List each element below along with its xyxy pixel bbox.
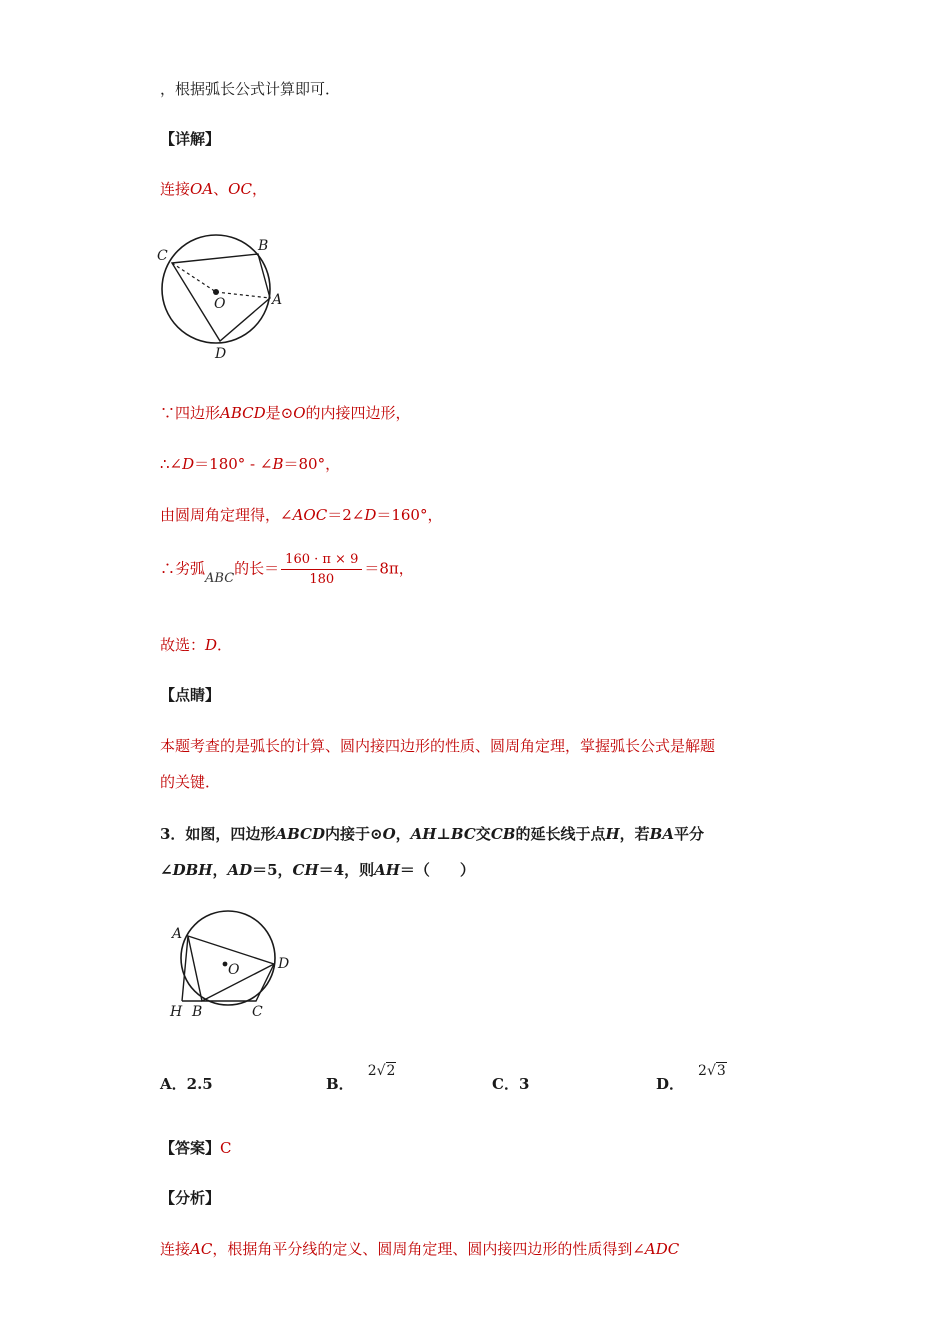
q2-ah: AH — [374, 861, 400, 879]
option-d-value: 2√3 — [698, 1063, 726, 1079]
option-b — [326, 1063, 396, 1094]
text-line-connect — [160, 178, 267, 199]
q-b: 内接于⊙ — [325, 825, 383, 843]
s4-c: ＝8π， — [364, 559, 414, 578]
option-d-coef: 2 — [698, 1063, 707, 1079]
fig1-label-c: C — [157, 248, 168, 264]
figure-inscribed-quad — [160, 906, 305, 1021]
choose-a: 故选： — [160, 636, 206, 654]
text-line-s1 — [160, 402, 411, 423]
detail-heading — [160, 128, 220, 149]
comment-heading — [160, 684, 220, 705]
analysis-line — [160, 1238, 679, 1259]
s1-prefix: ∵四边形 — [160, 404, 221, 422]
option-b-coef: 2 — [367, 1063, 377, 1079]
q-c: ， — [395, 825, 411, 843]
var-abcd: ABCD — [220, 404, 266, 422]
option-b-label: B． — [326, 1075, 354, 1093]
q2-ch: CH — [292, 861, 319, 879]
q2-b: ， — [212, 861, 228, 879]
var-oa: OA — [190, 180, 214, 198]
question-line-2 — [160, 859, 475, 880]
q-g: 平分 — [673, 825, 704, 843]
arc-label: ABC — [205, 570, 235, 586]
s2-a: ∴∠ — [160, 455, 183, 473]
text-line-s4 — [160, 552, 414, 587]
fig1-label-o: O — [214, 296, 226, 312]
q2-a: ∠ — [160, 861, 173, 879]
s4-b: 的长＝ — [234, 559, 280, 578]
fraction-denominator: 180 — [309, 572, 335, 587]
q-e: 的延长线于点 — [515, 825, 606, 843]
fraction — [281, 552, 362, 587]
fig1-label-d: D — [215, 346, 227, 362]
q2-d: ＝4，则 — [318, 861, 375, 879]
q2-c: ＝5， — [252, 861, 293, 879]
q2-e: ＝（ ） — [399, 861, 475, 879]
comment-1: 本题考查的是弧长的计算、圆内接四边形的性质、圆周角定理，掌握弧长公式是解题 — [160, 737, 716, 755]
comment-line-2 — [160, 771, 220, 792]
fig2-label-h: H — [170, 1004, 183, 1020]
q-ba: BA — [649, 825, 674, 843]
fig2-label-a: A — [172, 926, 183, 942]
option-d-radicand: 3 — [716, 1063, 726, 1079]
var-oc: OC — [228, 180, 252, 198]
option-a — [160, 1073, 213, 1094]
fig2-label-c: C — [252, 1004, 263, 1020]
q2-dbh: DBH — [172, 861, 213, 879]
answer-value: C — [220, 1139, 232, 1157]
comment-line-1 — [160, 735, 715, 756]
fig2-label-d: D — [278, 956, 290, 972]
comment-tag: 【点睛】 — [160, 686, 221, 704]
q-f: ，若 — [619, 825, 650, 843]
text-line-choose — [160, 634, 232, 655]
fig2-label-o: O — [228, 962, 240, 978]
var-aoc: AOC — [292, 506, 328, 524]
q-h: H — [605, 825, 620, 843]
option-b-radicand: 2 — [386, 1063, 396, 1079]
text-line-intro — [160, 78, 340, 99]
q-ah: AH — [410, 825, 437, 843]
q-o: O — [382, 825, 396, 843]
option-b-value: 2√2 — [367, 1063, 396, 1079]
var-b: B — [272, 455, 284, 473]
q2-ad: AD — [227, 861, 253, 879]
option-a-label: A．2.5 — [160, 1075, 213, 1093]
var-d: D — [182, 455, 195, 473]
s1-mid: 是⊙ — [265, 404, 294, 422]
q-a: 3．如图，四边形 — [160, 825, 276, 843]
var-d-2: D — [364, 506, 377, 524]
choose-d: D — [205, 636, 218, 654]
s3-b: ＝2∠ — [327, 506, 365, 524]
option-d-label: D． — [656, 1075, 685, 1093]
comment-2: 的关键． — [160, 773, 221, 791]
question-line-1 — [160, 823, 704, 844]
s2-b: ＝180° - ∠ — [194, 455, 273, 473]
q-abcd: ABCD — [275, 825, 325, 843]
var-o: O — [293, 404, 306, 422]
analysis-a: 连接 — [160, 1240, 191, 1258]
connect-prefix: 连接 — [160, 180, 191, 198]
s3-c: ＝160°， — [376, 506, 443, 524]
answer-tag: 【答案】 — [160, 1139, 221, 1157]
s2-c: ＝80°， — [283, 455, 341, 473]
fig1-label-a: A — [272, 292, 283, 308]
sep: 、 — [213, 180, 229, 198]
analysis-tag: 【分析】 — [160, 1189, 221, 1207]
q-d: 交 — [475, 825, 491, 843]
detail-tag: 【详解】 — [160, 130, 221, 148]
comma: ， — [251, 180, 267, 198]
analysis-heading — [160, 1187, 220, 1208]
fig1-label-b: B — [258, 238, 269, 254]
q-perp: ⊥ — [436, 825, 451, 843]
s3-a: 由圆周角定理得，∠ — [160, 506, 293, 524]
q-bc: BC — [450, 825, 476, 843]
answer-line — [160, 1137, 232, 1158]
s1-suffix: 的内接四边形， — [305, 404, 411, 422]
figure-circle-abcd — [150, 228, 300, 366]
option-c — [492, 1073, 529, 1094]
q-cb: CB — [490, 825, 516, 843]
text-line-s2 — [160, 453, 340, 474]
analysis-b: ，根据角平分线的定义、圆周角定理、圆内接四边形的性质得到∠ — [212, 1240, 645, 1258]
option-c-label: C．3 — [492, 1075, 530, 1093]
choose-b: ． — [217, 636, 233, 654]
fraction-numerator: 160 · π × 9 — [281, 552, 362, 570]
fig2-label-b: B — [192, 1004, 203, 1020]
text-line-s3 — [160, 504, 442, 525]
option-d — [656, 1063, 727, 1094]
var-adc: ADC — [644, 1240, 680, 1258]
s4-a: ∴劣弧 — [160, 559, 206, 578]
var-ac: AC — [190, 1240, 213, 1258]
text-intro: ，根据弧长公式计算即可． — [160, 80, 341, 98]
